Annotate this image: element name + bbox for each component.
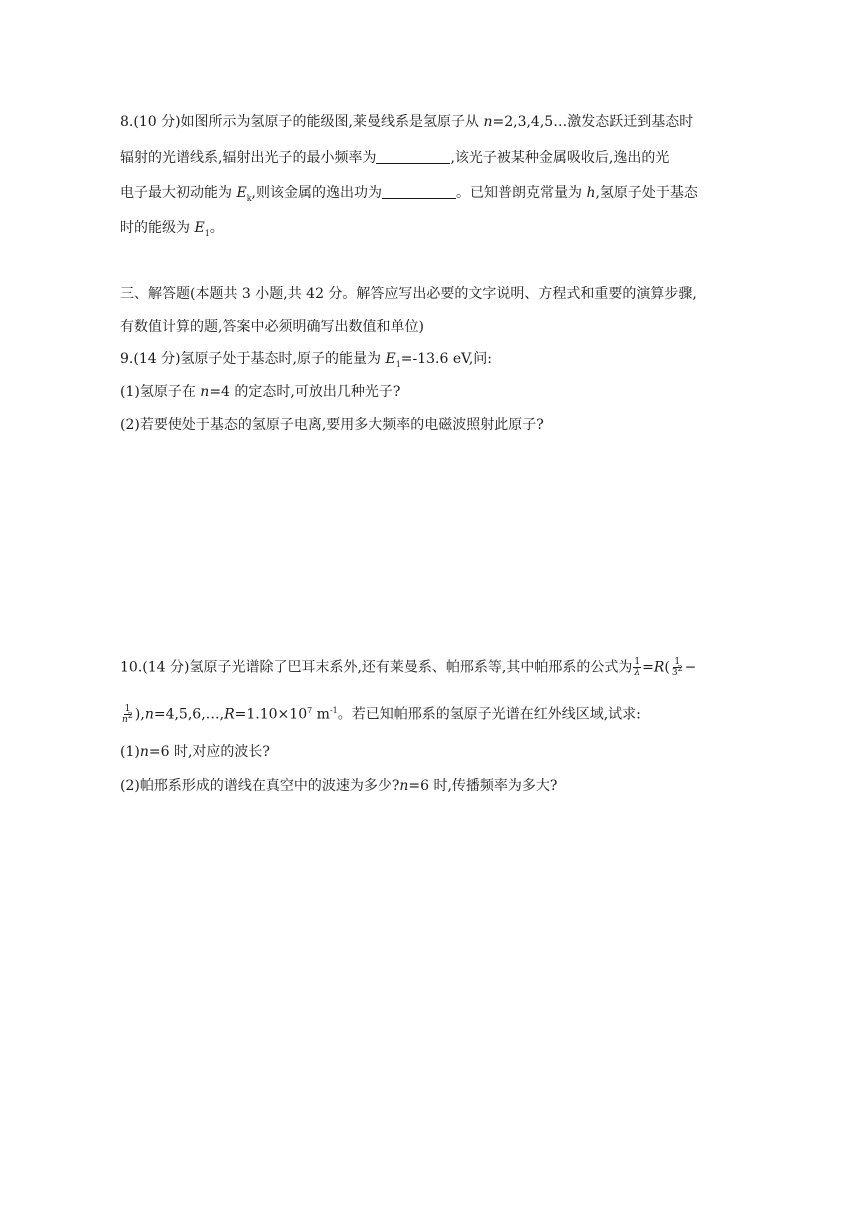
exponent: 7: [307, 705, 313, 715]
q8-text: ,该光子被某种金属吸收后,逸出的光: [450, 150, 670, 166]
section-3-header-line-2: [120, 317, 424, 337]
q10-line-2: [120, 704, 641, 725]
variable-e1: E: [385, 351, 396, 367]
q8-line-4: [120, 218, 224, 238]
q10-text: =6 时,传播频率为多大?: [408, 778, 558, 794]
base: n: [122, 715, 128, 725]
variable-ek: E: [236, 185, 247, 201]
variable-e1: E: [194, 220, 205, 236]
q10-text: =6 时,对应的波长?: [148, 744, 270, 760]
variable-h: h: [586, 185, 596, 201]
q10-stem: [120, 657, 696, 678]
q8-text: 辐射的光谱线系,辐射出光子的最小频率为: [120, 150, 377, 166]
q8-text: ,氢原子处于基态: [595, 185, 698, 201]
section-3-header: [120, 284, 697, 304]
q10-text: (2)帕邢系形成的谱线在真空中的波速为多少?: [120, 778, 400, 794]
section-3-text: 有数值计算的题,答案中必须明确写出数值和单位): [120, 319, 424, 335]
variable-n: n: [144, 706, 154, 723]
fraction-1-over-3-squared: [671, 657, 684, 678]
paren: (: [664, 659, 670, 676]
q10-text: 10.(14 分)氢原子光谱除了巴耳末系外,还有莱曼系、帕邢系等,其中帕邢系的公式为: [120, 659, 633, 676]
q9-part-1: [120, 382, 400, 402]
equals-sign: =: [642, 659, 654, 676]
answer-blank-1[interactable]: [376, 149, 450, 164]
fraction-denominator: λ: [634, 668, 641, 678]
fraction-1-over-n-squared: [121, 704, 134, 725]
q10-part-1: [120, 742, 270, 762]
q8-text: =2,3,4,5…激发态跃迁到基态时: [492, 114, 694, 130]
q10-text: =1.10×10: [234, 706, 308, 723]
variable-n: n: [139, 744, 149, 760]
q10-text: ),: [134, 706, 145, 723]
fraction-1-over-lambda: [633, 657, 641, 678]
variable-r: R: [653, 659, 665, 676]
variable-r: R: [224, 706, 235, 723]
subscript: k: [246, 193, 252, 203]
q8-line-3: [120, 183, 698, 203]
q10-text: (1): [120, 744, 140, 760]
variable-n: n: [399, 778, 409, 794]
variable-n: n: [483, 114, 493, 130]
fraction-denominator: [121, 711, 134, 725]
base: 3: [671, 668, 678, 678]
q9-stem: [120, 349, 492, 369]
q8-text: 8.(10 分)如图所示为氢原子的能级图,莱曼线系是氢原子从: [120, 114, 484, 130]
q8-text: 时的能级为: [120, 220, 195, 236]
q10-text: =4,5,6,…,: [153, 706, 225, 723]
q8-line-2: [120, 148, 669, 168]
variable-n: n: [200, 384, 210, 400]
q9-text: (2)若要使处于基态的氢原子电离,要用多大频率的电磁波照射此原子?: [120, 417, 544, 433]
q9-text: (1)氢原子在: [120, 384, 201, 400]
q9-text: =-13.6 eV,问:: [400, 351, 492, 367]
fraction-denominator: [671, 664, 684, 678]
q8-text: 电子最大初动能为: [120, 185, 237, 201]
q10-text: 。若已知帕邢系的氢原子光谱在红外线区域,试求:: [337, 706, 641, 723]
answer-blank-2[interactable]: [382, 184, 456, 199]
section-3-text: 三、解答题(本题共 3 小题,共 42 分。解答应写出必要的文字说明、方程式和重要的演算步骤,: [120, 286, 697, 302]
exponent: -1: [329, 705, 338, 715]
q8-text: 。已知普朗克常量为: [456, 185, 587, 201]
fraction-numerator: 1: [674, 657, 681, 667]
subscript: 1: [204, 228, 210, 238]
exponent: 2: [127, 711, 133, 720]
q8-line-1: [120, 112, 693, 132]
q9-text: =4 的定态时,可放出几种光子?: [209, 384, 401, 400]
subscript: 1: [395, 359, 401, 369]
fraction-numerator: 1: [634, 657, 641, 667]
minus-sign: −: [684, 659, 697, 676]
q9-part-2: [120, 415, 544, 435]
q8-text: 。: [209, 220, 224, 236]
exponent: 2: [677, 664, 683, 673]
unit: m: [312, 706, 330, 723]
q9-text: 9.(14 分)氢原子处于基态时,原子的能量为: [120, 351, 386, 367]
q8-text: ,则该金属的逸出功为: [251, 185, 382, 201]
fraction-numerator: 1: [124, 704, 131, 714]
q10-part-2: [120, 776, 557, 796]
